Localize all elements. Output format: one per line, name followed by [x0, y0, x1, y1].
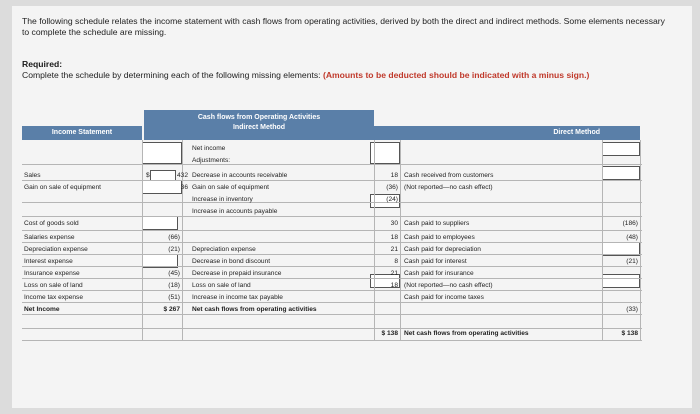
indirect-amount: 36 — [180, 184, 188, 191]
direct-right-amount: (186) — [622, 220, 638, 227]
indirect-label: Indirect Method — [232, 124, 286, 131]
income-row-amount: (45) — [168, 270, 180, 277]
indirect-row-label: Increase in income tax payable — [192, 294, 283, 301]
direct-total-label: Net cash flows from operating activities — [404, 330, 529, 337]
dollar-sign: $ — [146, 172, 150, 179]
indirect-row-label: Increase in accounts payable — [192, 208, 278, 215]
direct-amount: 18 — [390, 282, 398, 289]
income-row-label: Income tax expense — [24, 294, 84, 301]
income-row-amount: (21) — [168, 246, 180, 253]
direct-amount: 21 — [390, 270, 398, 277]
income-row-label: Depreciation expense — [24, 246, 88, 253]
indirect-row-label: Depreciation expense — [192, 246, 256, 253]
direct-row-label: Cash paid to suppliers — [404, 220, 470, 227]
direct-amount: 18 — [390, 172, 398, 179]
direct-row-label: Cash paid for interest — [404, 258, 467, 265]
income-row-label: Sales — [24, 172, 41, 179]
income-row-label: Loss on sale of land — [24, 282, 83, 289]
direct-row-label: Cash paid for income taxes — [404, 294, 484, 301]
insurance-direct-input[interactable] — [602, 274, 640, 288]
indirect-amount: 432 — [176, 172, 188, 179]
required-heading: Required: — [22, 59, 63, 69]
direct-right-amount: (21) — [626, 258, 638, 265]
direct-amount: 8 — [394, 258, 398, 265]
income-row-amount: (51) — [168, 294, 180, 301]
income-row-amount: (18) — [168, 282, 180, 289]
net-income-amount: $ 267 — [163, 306, 180, 313]
indirect-method-header — [144, 110, 374, 140]
indirect-row-label: Net income — [192, 145, 226, 152]
direct-right-amount: (33) — [626, 306, 638, 313]
income-row-label: Salaries expense — [24, 234, 75, 241]
net-income-label: Net Income — [24, 306, 60, 313]
direct-row-label: (Not reported—no cash effect) — [404, 184, 493, 191]
direct-row-label: Cash paid to employees — [404, 234, 475, 241]
direct-amount: 18 — [390, 234, 398, 241]
indirect-total-label: Net cash flows from operating activities — [192, 306, 317, 313]
direct-header-input[interactable] — [602, 142, 640, 156]
indirect-row-label: Decrease in bond discount — [192, 258, 271, 265]
indirect-row-label: Gain on sale of equipment — [192, 184, 269, 191]
income-row-label: Cost of goods sold — [24, 220, 79, 227]
net-income-input[interactable] — [142, 142, 182, 164]
cogs-input[interactable] — [142, 216, 178, 230]
income-row-label: Insurance expense — [24, 270, 80, 277]
indirect-row-label: Loss on sale of land — [192, 282, 251, 289]
direct-method-header: Direct Method — [374, 126, 640, 140]
direct-amount: 30 — [390, 220, 398, 227]
cashflows-header: Cash flows from Operating Activities — [197, 114, 321, 121]
direct-right-total: $ 138 — [621, 330, 638, 337]
indirect-row-label: Decrease in prepaid insurance — [192, 270, 282, 277]
income-statement-header: Income Statement — [22, 126, 142, 140]
direct-right-amount: (48) — [626, 234, 638, 241]
direct-amount: (36) — [386, 184, 398, 191]
required-instruction: Complete the schedule by determining each of the following missing elements: — [22, 70, 321, 80]
direct-row-label: Cash paid for depreciation — [404, 246, 481, 253]
problem-page — [12, 6, 692, 408]
direct-row-label: Cash received from customers — [404, 172, 494, 179]
indirect-row-label: Adjustments: — [192, 157, 231, 164]
direct-row-label: Cash paid for insurance — [404, 270, 474, 277]
direct-total-mid: $ 138 — [381, 330, 398, 337]
direct-amount: (24) — [386, 196, 398, 203]
income-row-label: Gain on sale of equipment — [24, 184, 101, 191]
direct-amount: 21 — [390, 246, 398, 253]
intro-text: The following schedule relates the income statement with cash flows from operating activities, derived by both the direct and indirect methods. Some elements necessary to complete the schedule are missing. — [22, 16, 665, 37]
direct-row-label: (Not reported—no cash effect) — [404, 282, 493, 289]
income-row-label: Interest expense — [24, 258, 73, 265]
required-note: (Amounts to be deducted should be indicated with a minus sign.) — [322, 70, 590, 80]
required-text — [22, 70, 672, 81]
income-row-amount: (66) — [168, 234, 180, 241]
cash-received-input[interactable] — [602, 166, 640, 180]
indirect-row-label: Increase in inventory — [192, 196, 253, 203]
indirect-row-label: Decrease in accounts receivable — [192, 172, 288, 179]
